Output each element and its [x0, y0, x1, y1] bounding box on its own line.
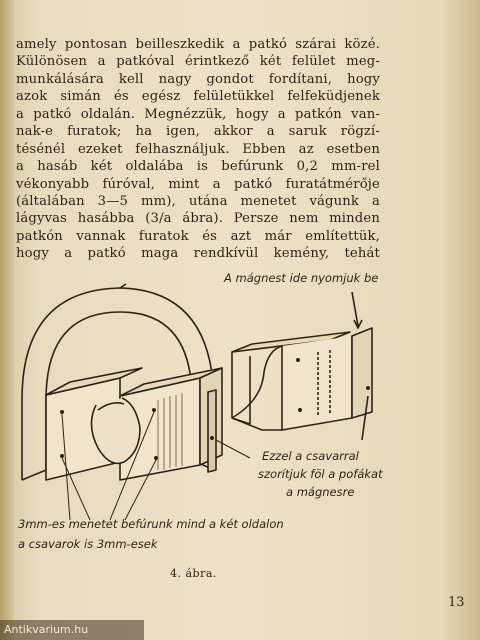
annotation-bottom-line1: 3mm-es menetet befúrunk mind a két oldalon	[18, 517, 284, 531]
text-line: Különösen a patkóval érintkező két felület meg-	[16, 54, 380, 70]
text-line: azok simán és egész felületükkel felfeküdjenek	[16, 89, 380, 105]
annotation-top: A mágnest ide nyomjuk be	[224, 271, 379, 285]
annotation-right-line3: a mágnesre	[286, 485, 355, 499]
magnet-fixture-illustration	[0, 250, 480, 580]
text-line: hogy a patkó maga rendkívül kemény, tehát	[16, 246, 380, 262]
page-number: 13	[448, 595, 465, 610]
annotation-right-line2: szorítjuk föl a pofákat	[258, 467, 383, 481]
text-line: vékonyabb fúróval, mint a patkó furatátmérője	[16, 176, 380, 192]
text-line: a patkó oldalán. Megnézzük, hogy a patkón van-	[16, 106, 380, 122]
annotation-right-line1: Ezzel a csavarral	[262, 449, 359, 463]
text-line: munkálására kell nagy gondot fordítani, hogy	[16, 71, 380, 87]
annotation-bottom-line2: a csavarok is 3mm-esek	[18, 537, 158, 551]
text-line: tésénél ezeket felhasználjuk. Ebben az esetben	[16, 141, 380, 157]
text-line: a hasáb két oldalába is befúrunk 0,2 mm-rel	[16, 159, 380, 175]
text-line: patkón vannak furatok és azt már említettük,	[16, 228, 380, 244]
text-line: (általában 3—5 mm), utána menetet vágunk a	[16, 193, 380, 209]
watermark-logo: Antikvarium.hu	[0, 620, 144, 640]
pole-shoe-detail-drawing	[232, 292, 372, 440]
text-line: lágyvas hasábba (3/a ábra). Persze nem minden	[16, 211, 380, 227]
text-line: amely pontosan beilleszkedik a patkó szárai közé.	[16, 37, 380, 52]
figure-caption: 4. ábra.	[170, 567, 217, 580]
horseshoe-magnet-drawing	[22, 284, 222, 480]
body-paragraph	[16, 36, 380, 263]
text-line: nak-e furatok; ha igen, akkor a saruk rögzí-	[16, 124, 380, 140]
